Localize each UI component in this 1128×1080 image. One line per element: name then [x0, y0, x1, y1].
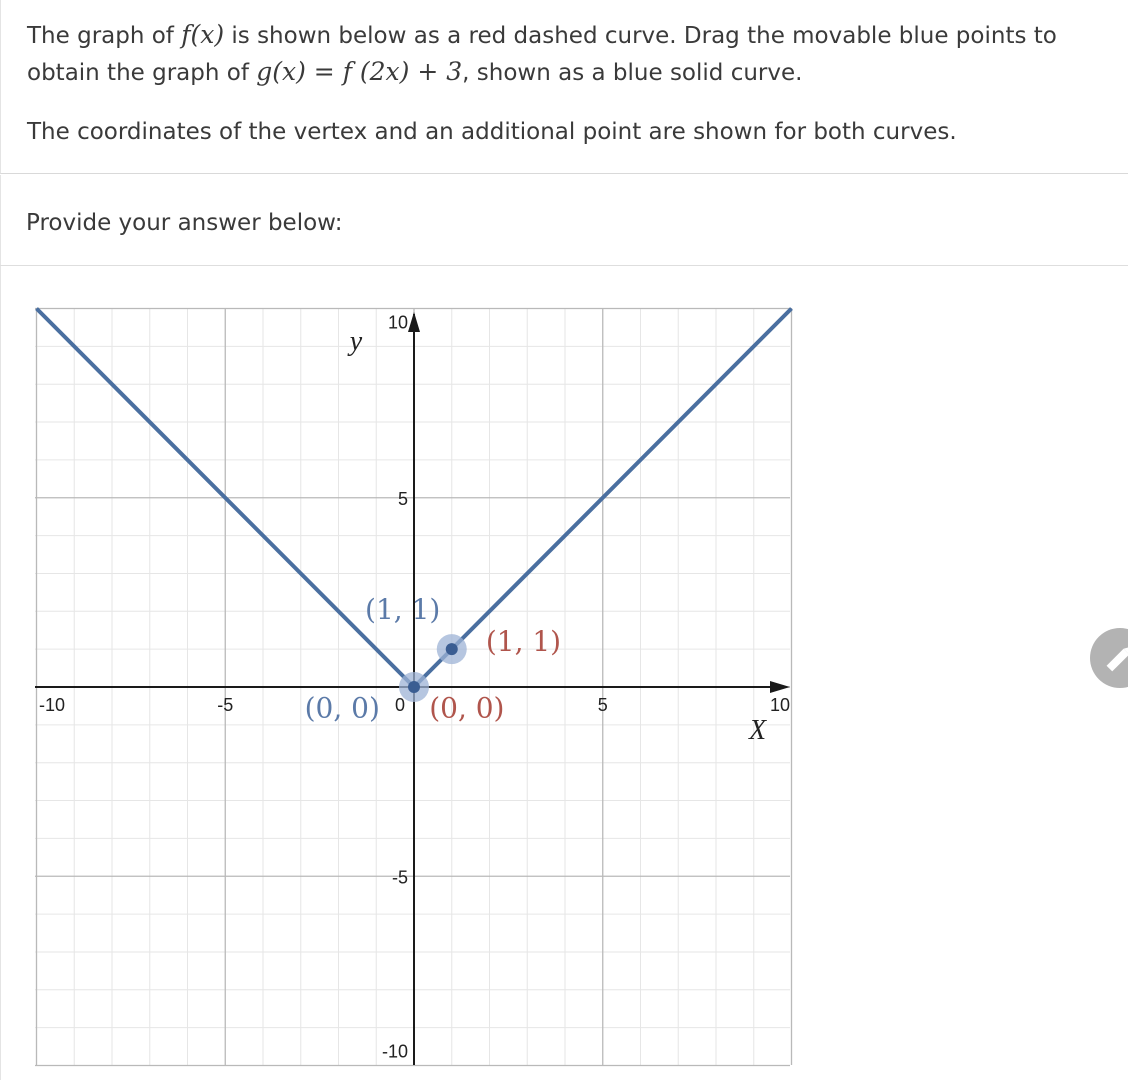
point-dot [446, 643, 458, 655]
point-label: (0, 0) [429, 691, 505, 725]
x-tick-label: 10 [769, 695, 790, 715]
x-tick-label: -5 [217, 695, 234, 715]
point-label: (0, 0) [304, 691, 380, 725]
question-line-3: The coordinates of the vertex and an additional point are shown for both curves. [27, 119, 957, 145]
y-tick-label: 5 [397, 488, 408, 509]
question-text: is shown below as a red dashed curve. Drag the movable blue points to [224, 23, 1057, 49]
question-text: , shown as a blue solid curve. [462, 60, 803, 86]
point-dot [408, 681, 420, 693]
x-axis-label: X [748, 715, 767, 746]
point-label: (1, 1) [365, 592, 441, 626]
movable-point[interactable] [399, 672, 429, 702]
point-annotations [305, 593, 561, 724]
question-text: obtain the graph of [27, 60, 257, 86]
x-tick-label: -10 [39, 695, 66, 715]
y-axis-arrow [408, 312, 420, 332]
answer-prompt: Provide your answer below: [26, 210, 343, 236]
pencil-body [1107, 649, 1128, 672]
pencil-icon [1090, 628, 1128, 688]
y-tick-label: -5 [391, 867, 408, 888]
math-fx: f(x) [181, 20, 225, 49]
x-axis-arrow [770, 681, 790, 693]
edit-button[interactable] [1090, 628, 1128, 688]
point-label: (1, 1) [485, 625, 562, 659]
question-text: The graph of [27, 23, 182, 49]
y-axis-label: y [349, 326, 363, 358]
x-tick-label: 0 [394, 695, 406, 715]
y-tick-label: 10 [387, 312, 408, 333]
movable-point[interactable] [437, 634, 467, 664]
x-tick-label: 5 [597, 695, 608, 715]
y-tick-label: -10 [381, 1041, 408, 1062]
math-gx-equation: g(x) = f (2x) + 3 [256, 57, 463, 86]
